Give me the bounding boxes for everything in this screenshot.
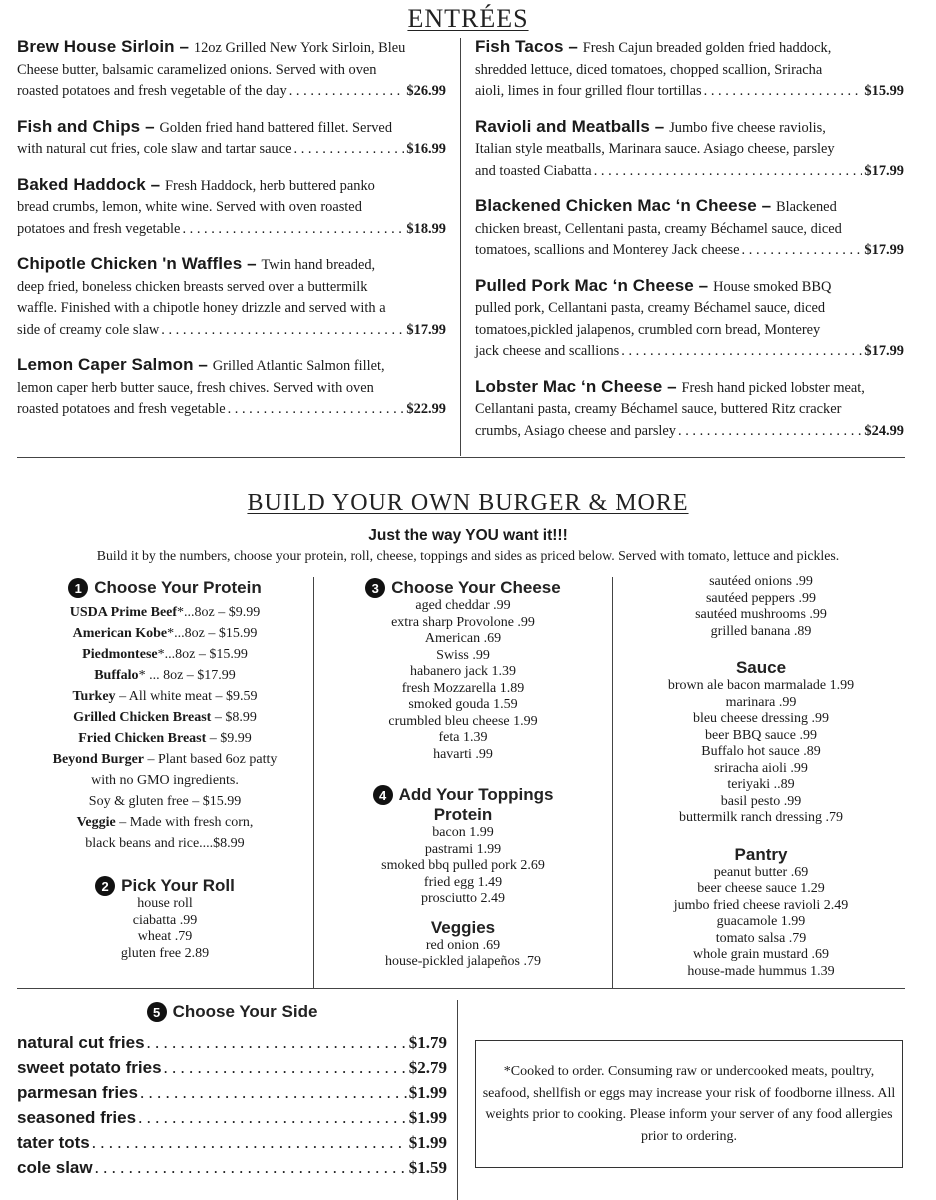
entree-description: chicken breast, Cellentani pasta, creamy Béchamel sauce, diced [475,220,842,237]
option-item: peanut butter .69 [713,864,809,880]
entree-description: 12oz Grilled New York Sirloin, Bleu [193,40,406,56]
entree-description-line [475,161,904,183]
entree-dash: – [140,116,160,136]
entree-description-line [17,81,446,103]
entree-price: $18.99 [406,220,446,237]
option-item: American .69 [424,631,502,646]
entree-item [17,174,446,241]
protein-item [17,707,313,728]
option-item: marinara .99 [725,694,797,710]
burger-intro: Build it by the numbers, choose your protein, roll, cheese, toppings and sides as priced below. Served with tomato, lettuce and pickles. [96,548,840,563]
burger-col-2 [314,578,612,971]
side-price: $1.99 [408,1133,447,1152]
pantry-title: Pantry [734,844,788,864]
entree-description: Fresh Haddock, herb buttered panko [165,177,375,194]
option-item: extra sharp Provolone .99 [391,614,535,630]
protein-name: Grilled Chicken Breast [73,710,212,725]
option-item: sautéed mushrooms .99 [695,607,827,622]
side-item [17,1030,447,1055]
entree-description-line [475,298,904,320]
entree-description: roasted potatoes and fresh vegetable [17,401,226,417]
side-name: parmesan fries [17,1083,138,1102]
entree-description: side of creamy cole slaw [17,321,160,338]
protein-detail: – $8.99 [211,710,257,725]
protein-item [17,812,313,833]
sides-divider [457,1000,458,1200]
entree-description-line [475,219,904,241]
step-cheese-title: Choose Your Cheese [391,578,561,597]
protein-detail: black beans and rice....$8.99 [85,836,245,851]
entree-description: Fresh Cajun breaded golden fried haddock, [582,40,832,56]
option-item: tomato salsa .79 [715,930,807,946]
dot-leader [140,1080,407,1105]
option-item: house-pickled jalapeños .79 [385,954,541,969]
burger-title: BUILD YOUR OWN BURGER & MORE [247,490,689,516]
protein-name: Buffalo [94,668,139,683]
entree-description: Twin hand breaded, [261,257,376,273]
entree-price: $16.99 [406,141,446,157]
protein-detail: – $9.99 [206,731,252,746]
step-number-4-icon: 4 [373,785,393,805]
allergy-notice-box [475,1040,903,1168]
option-item: house-made hummus 1.39 [687,963,835,979]
entree-description: Cellantani pasta, creamy Béchamel sauce, buttered Ritz cracker [475,401,842,417]
option-item: bacon 1.99 [432,825,494,840]
entree-description-line [17,197,446,219]
step-side-heading [17,1002,447,1022]
entree-first-line [475,36,904,60]
entree-description-line [17,399,446,421]
entree-item [17,36,446,103]
option-item: habanero jack 1.39 [409,664,517,679]
protein-item [17,602,313,623]
entree-name: Brew House Sirloin [17,37,175,56]
option-item: bleu cheese dressing .99 [692,711,830,726]
entree-name: Chipotle Chicken 'n Waffles [17,254,243,273]
entree-dash: – [693,275,714,295]
entrees-divider [460,38,461,456]
protein-item [17,728,313,749]
option-item: beer BBQ sauce .99 [705,727,817,743]
side-item [17,1055,447,1080]
dot-leader [161,320,404,342]
protein-item [17,791,313,812]
dot-leader [704,81,863,103]
entree-dash: – [649,116,670,136]
entree-dash: – [563,37,583,56]
protein-item [17,770,313,791]
protein-detail: *...8oz – $9.99 [177,605,261,620]
entree-name: Ravioli and Meatballs [475,116,650,136]
step-number-2-icon: 2 [95,876,115,896]
allergy-notice-text: *Cooked to order. Consuming raw or undercooked meats, poultry, seafood, shellfish or eggs may increase your risk of foodborne illness. All weights prior to cooking. Please inform your server of any food allergies prior to ordering. [482,1064,896,1144]
option-item: Swiss .99 [436,647,490,663]
pantry-list [613,865,909,981]
protein-item [17,686,313,707]
sauce-title: Sauce [735,658,787,677]
entrees-left-column [17,36,446,434]
option-item: smoked gouda 1.59 [408,697,518,712]
entree-name: Fish and Chips [17,116,141,136]
entree-item [475,195,904,262]
step-protein-heading [17,578,313,598]
dot-leader [95,1155,407,1180]
entree-description-line [475,60,904,82]
entree-description: deep fried, boneless chicken breasts served over a buttermilk [17,278,368,295]
protein-name: American Kobe [72,626,168,641]
entree-description: roasted potatoes and fresh vegetable of the day [17,83,287,99]
protein-detail: *...8oz – $15.99 [157,647,248,662]
sides-list [17,1030,447,1180]
option-item: feta 1.39 [438,730,488,745]
entree-first-line [17,253,446,277]
entree-price: $15.99 [864,83,904,99]
entree-description: Golden fried hand battered fillet. Served [159,119,393,136]
side-name: tater tots [17,1133,90,1152]
protein-detail: – All white meat – $9.59 [115,689,258,704]
side-name: sweet potato fries [17,1058,162,1077]
entree-description: Cheese butter, balsamic caramelized onions. Served with oven [17,61,377,78]
entrees-right-column [475,36,904,455]
entree-dash: – [193,355,213,374]
step-protein-title: Choose Your Protein [94,578,262,597]
entree-item [475,275,904,363]
entree-description: Fresh hand picked lobster meat, [681,379,865,396]
option-item: sautéed onions .99 [709,574,813,589]
entree-description-line [475,341,904,363]
option-item: guacamole 1.99 [716,914,806,929]
entree-description: pulled pork, Cellantani pasta, creamy Béchamel sauce, diced [475,300,826,316]
option-item: sautéed peppers .99 [705,590,817,606]
entree-description-line [475,81,904,103]
entree-description-line [17,320,446,342]
option-item: Buffalo hot sauce .89 [701,744,821,759]
dot-leader [621,341,862,363]
step-cheese-heading [314,578,612,598]
dot-leader [138,1105,407,1130]
dot-leader [594,161,863,183]
protein-name: Turkey [72,689,116,704]
step-number-3-icon: 3 [365,578,385,598]
entree-description: Grilled Atlantic Salmon fillet, [212,358,385,374]
entree-description: Blackened [776,199,837,215]
entree-description: Jumbo five cheese raviolis, [669,119,826,136]
protein-detail: – Plant based 6oz patty [144,752,278,767]
entree-description-line [17,139,446,161]
entree-item [475,36,904,103]
entree-description: waffle. Finished with a chipotle honey drizzle and served with a [17,300,386,316]
protein-detail: with no GMO ingredients. [91,773,239,788]
entree-item [475,376,904,443]
step-side-title: Choose Your Side [172,1002,318,1021]
entree-description: shredded lettuce, diced tomatoes, chopped scallion, Sriracha [475,61,823,78]
step-toppings-title: Add Your Toppings [398,785,554,804]
protein-name: Piedmontese [82,647,158,662]
entree-description-line [475,421,904,443]
side-name: seasoned fries [17,1108,137,1127]
entree-dash: – [662,376,682,396]
entree-first-line [475,116,904,140]
protein-detail: * ... 8oz – $17.99 [138,668,236,683]
option-item: buttermilk ranch dressing .79 [678,810,844,825]
option-item: house roll [137,896,193,911]
option-item: wheat .79 [137,929,193,944]
burger-col-3 [613,574,909,980]
entree-description: potatoes and fresh vegetable [17,220,181,237]
option-item: brown ale bacon marmalade 1.99 [667,678,855,693]
protein-name: Fried Chicken Breast [78,731,207,746]
side-name: cole slaw [17,1158,93,1177]
entree-dash: – [756,196,777,215]
option-item: fresh Mozzarella 1.89 [401,680,525,696]
entree-description-line [475,320,904,342]
side-item [17,1130,447,1155]
option-item: aged cheddar .99 [415,598,511,613]
side-item [17,1080,447,1105]
dot-leader [289,81,405,103]
entree-price: $17.99 [864,162,904,179]
side-item [17,1155,447,1180]
side-price: $1.99 [408,1083,447,1102]
dot-leader [294,139,405,161]
step-number-5-icon: 5 [147,1002,167,1022]
protein-item [17,644,313,665]
entree-description: tomatoes,pickled jalapenos, crumbled corn bread, Monterey [475,321,821,338]
option-item: sriracha aioli .99 [714,760,808,776]
dot-leader [92,1130,407,1155]
protein-detail: Soy & gluten free – $15.99 [88,794,242,809]
section-divider [17,457,905,458]
option-item: gluten free 2.89 [120,945,210,961]
entree-name: Lobster Mac ‘n Cheese [475,376,663,396]
dot-leader [742,240,863,262]
protein-detail: – Made with fresh corn, [115,815,254,830]
entree-description: crumbs, Asiago cheese and parsley [475,422,677,439]
protein-item [17,623,313,644]
option-item: jumbo fried cheese ravioli 2.49 [673,897,849,913]
dot-leader [164,1055,407,1080]
protein-item [17,833,313,854]
entree-description-line [475,240,904,262]
entree-price: $24.99 [864,422,904,439]
entree-price: $17.99 [864,242,904,258]
entree-description-line [17,219,446,241]
protein-item [17,749,313,770]
option-item: basil pesto .99 [720,793,802,809]
step-roll-title: Pick Your Roll [121,876,235,895]
entree-name: Fish Tacos [475,37,564,56]
entree-description: jack cheese and scallions [475,343,620,359]
option-item: beer cheese sauce 1.29 [697,881,825,896]
option-item: teriyaki ..89 [727,777,795,792]
toppings-protein-list [314,825,612,908]
protein-name: USDA Prime Beef [69,605,178,620]
side-price: $1.99 [408,1108,447,1127]
side-price: $1.59 [408,1158,447,1177]
entree-description: tomatoes, scallions and Monterey Jack cheese [475,242,740,258]
entree-name: Lemon Caper Salmon [17,355,194,374]
entree-price: $17.99 [406,321,446,338]
protein-name: Veggie [76,815,116,830]
entree-description-line [475,399,904,421]
entree-description: aioli, limes in four grilled flour tortillas [475,83,702,99]
option-item: whole grain mustard .69 [692,947,830,962]
entree-item [17,354,446,421]
entree-description: Italian style meatballs, Marinara sauce. Asiago cheese, parsley [475,141,835,157]
entree-first-line [475,376,904,400]
entree-item [17,253,446,341]
sides-column [17,1002,447,1180]
entree-first-line [17,36,446,60]
side-price: $1.79 [408,1033,447,1052]
entree-first-line [17,354,446,378]
entree-name: Baked Haddock [17,174,146,194]
dot-leader [228,399,405,421]
option-item: havarti .99 [433,746,493,762]
option-item: crumbled bleu cheese 1.99 [388,713,538,729]
entree-name: Pulled Pork Mac ‘n Cheese [475,275,694,295]
sauce-list [613,678,909,827]
entree-dash: – [145,174,166,194]
protein-item [17,665,313,686]
entree-description-line [17,298,446,320]
burger-bottom-divider [17,988,905,989]
step-number-1-icon: 1 [68,578,88,598]
entrees-title: ENTRÉES [407,4,529,33]
toppings-protein-title: Protein [433,805,493,824]
toppings-veggies-title: Veggies [430,917,496,937]
option-item: ciabatta .99 [132,912,198,928]
entree-description-line [17,60,446,82]
side-price: $2.79 [408,1058,447,1077]
entree-first-line [17,116,446,140]
entree-description: lemon caper herb butter sauce, fresh chives. Served with oven [17,379,374,396]
entree-first-line [475,195,904,219]
burger-subtitle: Just the way YOU want it!!! [368,527,568,544]
entree-price: $26.99 [406,83,446,99]
dot-leader [678,421,862,443]
burger-col-1 [17,578,313,962]
side-name: natural cut fries [17,1033,145,1052]
entree-price: $22.99 [406,401,446,417]
dot-leader [182,219,404,241]
entree-price: $17.99 [864,343,904,359]
entree-description: and toasted Ciabatta [475,162,592,179]
entree-item [17,116,446,161]
step-toppings-heading [314,785,612,805]
entree-item [475,116,904,183]
protein-list [17,602,313,854]
option-item: red onion .69 [425,937,501,953]
veggies-continued-list [613,574,909,640]
entree-description: bread crumbs, lemon, white wine. Served with oven roasted [17,199,362,215]
option-item: smoked bbq pulled pork 2.69 [381,858,545,873]
roll-list [17,896,313,962]
dot-leader [147,1030,407,1055]
option-item: prosciutto 2.49 [421,891,505,906]
entree-description: with natural cut fries, cole slaw and tartar sauce [17,141,292,157]
entree-first-line [475,275,904,299]
entree-description-line [475,139,904,161]
side-item [17,1105,447,1130]
entree-dash: – [242,254,262,273]
option-item: grilled banana .89 [710,623,812,639]
toppings-veggies-list [314,938,612,971]
entree-first-line [17,174,446,198]
step-roll-heading [17,876,313,896]
option-item: pastrami 1.99 [424,841,502,857]
entree-description: House smoked BBQ [713,278,832,295]
entree-description-line [17,378,446,400]
option-item: fried egg 1.49 [423,874,503,890]
cheese-list [314,598,612,763]
protein-detail: *...8oz – $15.99 [167,626,258,641]
protein-name: Beyond Burger [52,752,144,767]
entree-name: Blackened Chicken Mac ‘n Cheese [475,196,757,215]
entree-dash: – [174,37,194,56]
entree-description-line [17,277,446,299]
